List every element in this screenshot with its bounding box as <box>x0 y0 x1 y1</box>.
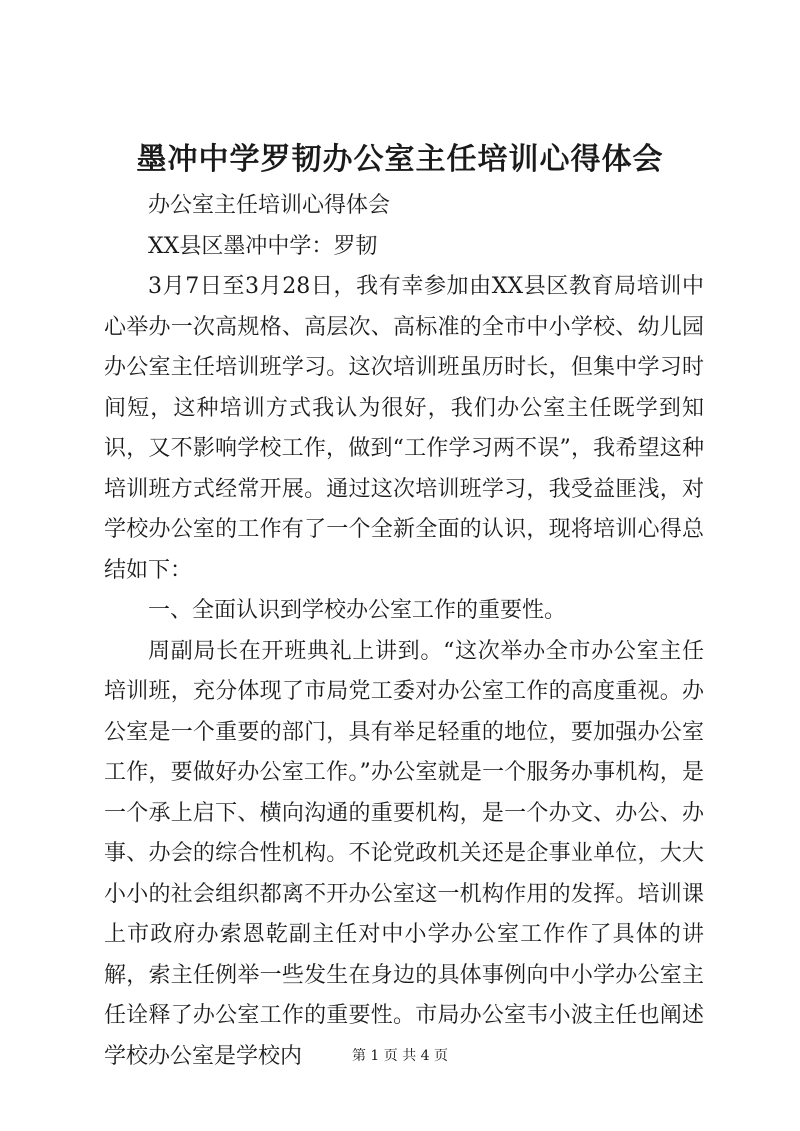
page-footer: 第 1 页 共 4 页 <box>351 1048 449 1064</box>
subtitle-paragraph: 办公室主任培训心得体会 <box>148 193 391 218</box>
document-body <box>104 186 704 1077</box>
document-title: 墨冲中学罗韧办公室主任培训心得体会 <box>136 142 664 177</box>
author-paragraph: XX县区墨冲中学：罗韧 <box>148 233 378 259</box>
intro-paragraph: 3月7日至3月28日，我有幸参加由XX县区教育局培训中心举办一次高规格、高层次、高标准的全市中小学校、幼儿园办公室主任培训班学习。这次培训班虽历时长，但集中学习时间短，这种培训方式我认为很好，我们办公室主任既学到知识，又不影响学校工作，做到“工作学习两不误”，我希望这种培训班方式经常开展。通过这次培训班学习，我受益匪浅，对学校办公室的工作有了一个全新全面的认识，现将培训心得总结如下： <box>104 274 704 583</box>
section-paragraph: 周副局长在开班典礼上讲到。“这次举办全市办公室主任培训班，充分体现了市局党工委对办公室工作的高度重视。办公室是一个重要的部门，具有举足轻重的地位，要加强办公室工作，要做好办公室工作。”办公室就是一个服务办事机构，是一个承上启下、横向沟通的重要机构，是一个办文、办公、办事、办会的综合性机构。不论党政机关还是企事业单位，大大小小的社会组织都离不开办公室这一机构作用的发挥。培训课上市政府办索恩乾副主任对中小学办公室工作作了具体的讲解，索主任例举一些发生在身边的具体事例向中小学办公室主任诠释了办公室工作的重要性。市局办公室韦小波主任也阐述学校办公室是学校内 <box>104 638 704 1069</box>
section-heading: 一、全面认识到学校办公室工作的重要性。 <box>148 598 567 623</box>
